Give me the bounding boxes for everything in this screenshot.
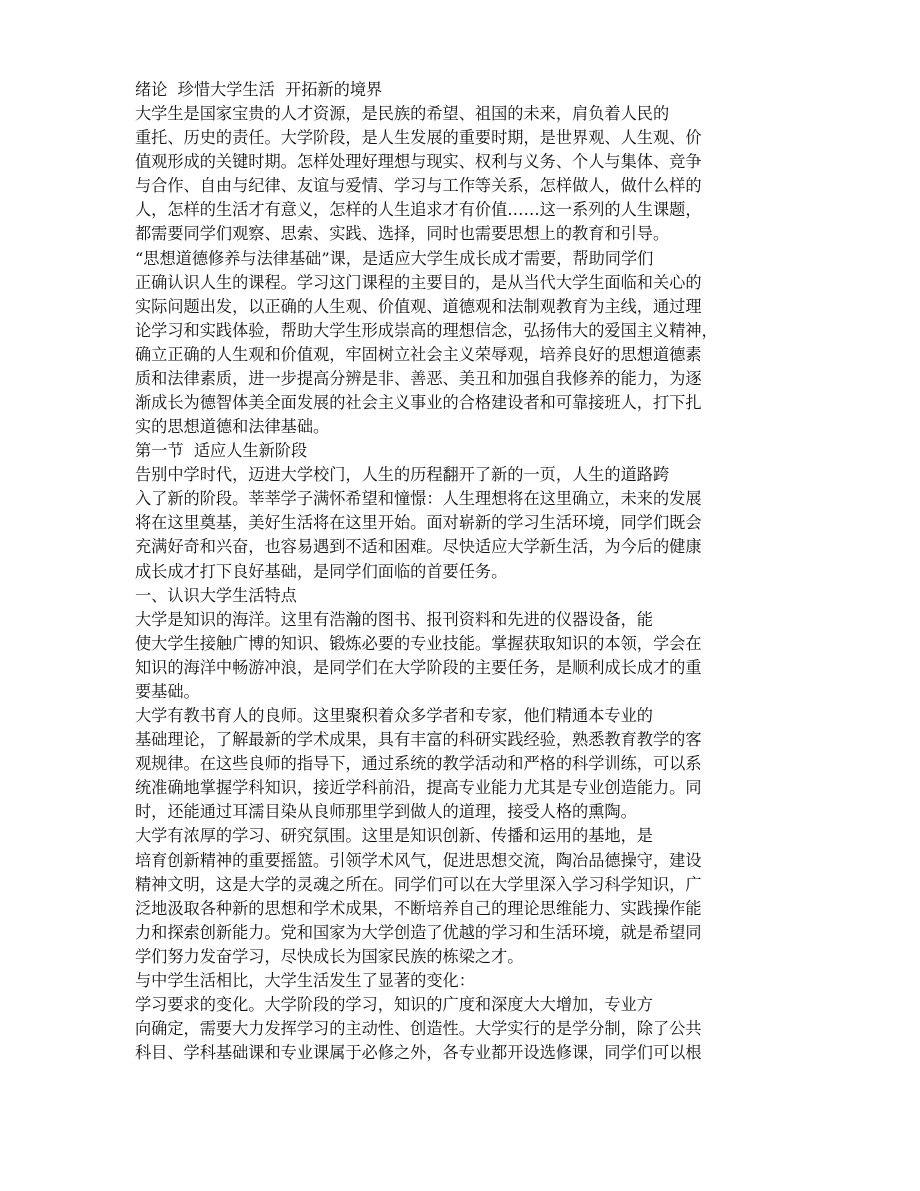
- text-line: 学们努力发奋学习，尽快成长为国家民族的栋梁之才。: [135, 946, 524, 966]
- text-line: 培育创新精神的重要摇篮。引领学术风气，促进思想交流，陶冶品德操守，建设: [135, 850, 702, 870]
- text-line: 泛地汲取各种新的思想和学术成果，不断培养自己的理论思维能力、实践操作能: [135, 898, 702, 918]
- text-line: 大学生是国家宝贵的人才资源，是民族的希望、祖国的未来，肩负着人民的: [135, 104, 670, 124]
- text-line: 成长成才打下良好基础，是同学们面临的首要任务。: [135, 561, 508, 581]
- text-line: 时，还能通过耳濡目染从良师那里学到做人的道理，接受人格的熏陶。: [135, 802, 637, 822]
- paragraph-intro-1: [135, 102, 702, 246]
- document-page: [135, 78, 718, 1065]
- subsection-heading: 一、认识大学生活特点: [135, 585, 297, 605]
- text-line: 与中学生活相比，大学生活发生了显著的变化：: [135, 970, 475, 990]
- text-line: 知识的海洋中畅游冲浪，是同学们在大学阶段的主要任务，是顺利成长成才的重: [135, 657, 702, 677]
- text-line: 大学是知识的海洋。这里有浩瀚的图书、报刊资料和先进的仪器设备，能: [135, 609, 653, 629]
- text-line: 观规律。在这些良师的指导下，通过系统的教学活动和严格的科学训练，可以系: [135, 754, 702, 774]
- paragraph-atmosphere: [135, 824, 702, 968]
- text-line: 大学有浓厚的学习、研究氛围。这里是知识创新、传播和运用的基地，是: [135, 826, 653, 846]
- text-line: 要基础。: [135, 681, 200, 701]
- paragraph-intro-2: [135, 247, 718, 440]
- text-line: 人，怎样的生活才有意义，怎样的人生追求才有价值……这一系列的人生课题，: [135, 200, 702, 220]
- text-line: 将在这里奠基，美好生活将在这里开始。面对崭新的学习生活环境，同学们既会: [135, 513, 702, 533]
- text-line: 入了新的阶段。莘莘学子满怀希望和憧憬：人生理想将在这里确立，未来的发展: [135, 489, 702, 509]
- text-line: 质和法律素质，进一步提高分辨是非、善恶、美丑和加强自我修养的能力，为逐: [135, 368, 702, 388]
- text-line: 重托、历史的责任。大学阶段，是人生发展的重要时期，是世界观、人生观、价: [135, 128, 702, 148]
- text-line: 值观形成的关键时期。怎样处理好理想与现实、权利与义务、个人与集体、竞争: [135, 152, 702, 172]
- text-line: 与合作、自由与纪律、友谊与爱情、学习与工作等关系，怎样做人，做什么样的: [135, 176, 702, 196]
- section-heading: 第一节 适应人生新阶段: [135, 441, 308, 461]
- text-line: 精神文明，这是大学的灵魂之所在。同学们可以在大学里深入学习科学知识，广: [135, 874, 702, 894]
- text-line: 确立正确的人生观和价值观，牢固树立社会主义荣辱观，培养良好的思想道德素: [135, 344, 702, 364]
- text-line: 渐成长为德智体美全面发展的社会主义事业的合格建设者和可靠接班人，打下扎: [135, 393, 702, 413]
- text-line: 学习要求的变化。大学阶段的学习，知识的广度和深度大大增加，专业方: [135, 994, 653, 1014]
- text-line: “思想道德修养与法律基础”课，是适应大学生成长成才需要，帮助同学们: [135, 248, 654, 268]
- paragraph-knowledge: [135, 608, 702, 704]
- text-line: 充满好奇和兴奋，也容易遇到不适和困难。尽快适应大学新生活，为今后的健康: [135, 537, 702, 557]
- text-line: 力和探索创新能力。党和国家为大学创造了优越的学习和生活环境，就是希望同: [135, 922, 702, 942]
- paragraph-teachers: [135, 704, 702, 824]
- text-line: 大学有教书育人的良师。这里聚积着众多学者和专家，他们精通本专业的: [135, 706, 653, 726]
- text-line: 统准确地掌握学科知识，接近学科前沿，提高专业能力尤其是专业创造能力。同: [135, 778, 702, 798]
- text-line: 告别中学时代，迈进大学校门，人生的历程翻开了新的一页，人生的道路跨: [135, 465, 670, 485]
- paragraph-changes-intro: [135, 969, 695, 993]
- text-line: 科目、学科基础课和专业课属于必修之外，各专业都开设选修课，同学们可以根: [135, 1043, 702, 1063]
- document-title: 绪论 珍惜大学生活 开拓新的境界: [135, 80, 383, 99]
- text-line: 基础理论，了解最新的学术成果，具有丰富的科研实践经验，熟悉教育教学的客: [135, 730, 702, 750]
- text-line: 向确定，需要大力发挥学习的主动性、创造性。大学实行的是学分制，除了公共: [135, 1019, 702, 1039]
- paragraph-study-changes: [135, 993, 702, 1065]
- text-line: 实的思想道德和法律基础。: [135, 417, 330, 437]
- text-line: 使大学生接触广博的知识、锻炼必要的专业技能。掌握获取知识的本领，学会在: [135, 633, 702, 653]
- text-line: 论学习和实践体验，帮助大学生形成崇高的理想信念，弘扬伟大的爱国主义精神，: [135, 320, 718, 340]
- paragraph-section-1: [135, 463, 702, 583]
- text-line: 都需要同学们观察、思索、实践、选择，同时也需要思想上的教育和引导。: [135, 224, 670, 244]
- text-line: 正确认识人生的课程。学习这门课程的主要目的，是从当代大学生面临和关心的: [135, 272, 702, 292]
- text-line: 实际问题出发，以正确的人生观、价值观、道德观和法制观教育为主线，通过理: [135, 296, 702, 316]
